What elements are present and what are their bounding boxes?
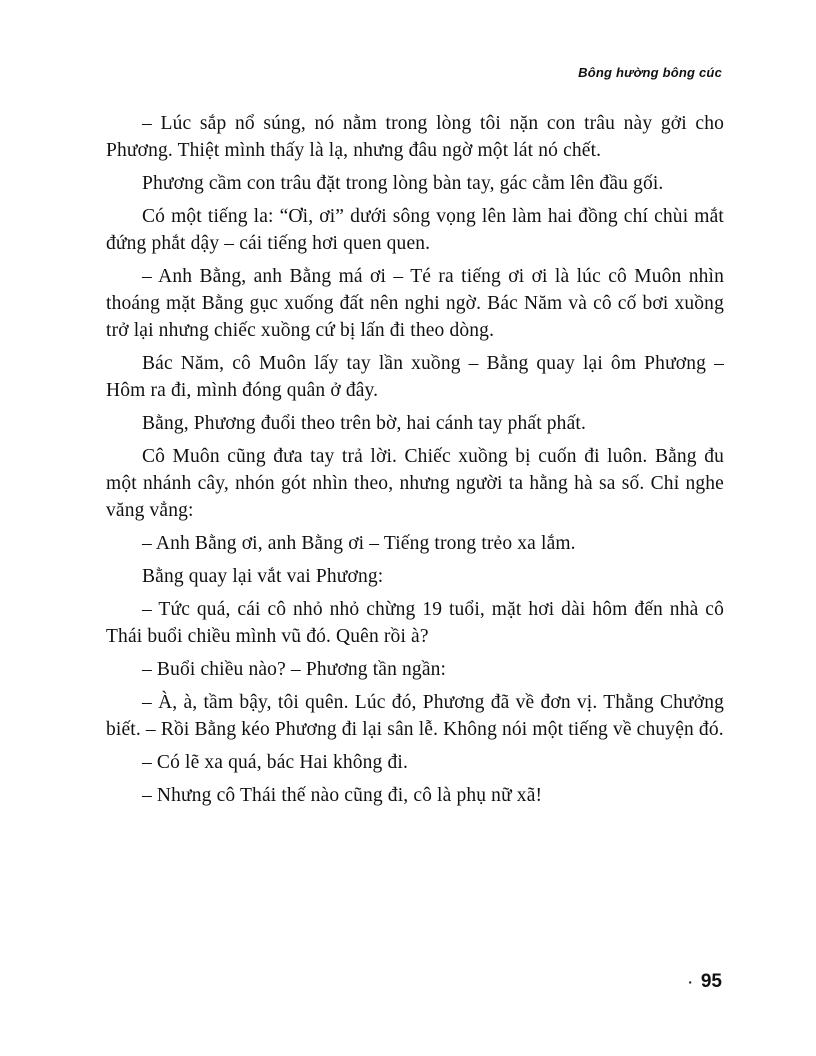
paragraph: – Anh Bằng ơi, anh Bằng ơi – Tiếng trong trẻo xa lắm. [142, 533, 576, 554]
paragraph: Có một tiếng la: “Ơi, ơi” dưới sông vọng lên làm hai đồng chí chùi mắt đứng phắt dậy – cái tiếng hơi quen quen. [106, 206, 724, 254]
page-number-value: 95 [700, 971, 722, 992]
paragraph: Bác Năm, cô Muôn lấy tay lần xuồng – Bằng quay lại ôm Phương – Hôm ra đi, mình đóng quân ở đây. [106, 353, 724, 401]
running-header: Bông hường bông cúc [578, 65, 722, 80]
paragraph: Bằng quay lại vắt vai Phương: [142, 566, 384, 587]
paragraph: – Nhưng cô Thái thế nào cũng đi, cô là phụ nữ xã! [142, 785, 543, 806]
paragraph: Cô Muôn cũng đưa tay trả lời. Chiếc xuồng bị cuốn đi luôn. Bằng đu một nhánh cây, nhón gót nhìn theo, nhưng người ta hằng hà sa số. Chỉ nghe văng vẳng: [106, 446, 724, 521]
paragraph: – Tức quá, cái cô nhỏ nhỏ chừng 19 tuổi, mặt hơi dài hôm đến nhà cô Thái buổi chiều mình vũ đó. Quên rồi à? [106, 599, 724, 647]
paragraph: Bằng, Phương đuổi theo trên bờ, hai cánh tay phất phất. [142, 413, 586, 434]
body-text [106, 110, 724, 815]
paragraph: Phương cầm con trâu đặt trong lòng bàn tay, gác cằm lên đầu gối. [142, 173, 664, 194]
paragraph: – Lúc sắp nổ súng, nó nằm trong lòng tôi nặn con trâu này gởi cho Phương. Thiệt mình thấy là lạ, nhưng đâu ngờ một lát nó chết. [106, 113, 724, 161]
paragraph: – Anh Bằng, anh Bằng má ơi – Té ra tiếng ơi ơi là lúc cô Muôn nhìn thoáng mặt Bằng gục xuống đất nên nghi ngờ. Bác Năm và cô cố bơi xuồng trở lại nhưng chiếc xuồng cứ bị lấn đi theo dòng. [106, 266, 724, 341]
paragraph: – Buổi chiều nào? – Phương tần ngần: [142, 659, 447, 680]
page-number [688, 971, 722, 993]
bullet-dot-icon: · [688, 973, 693, 990]
paragraph: – À, à, tầm bậy, tôi quên. Lúc đó, Phương đã về đơn vị. Thằng Chưởng biết. – Rồi Bằng kéo Phương đi lại sân lễ. Không nói một tiếng về chuyện đó. [106, 692, 724, 740]
paragraph: – Có lẽ xa quá, bác Hai không đi. [142, 752, 408, 773]
